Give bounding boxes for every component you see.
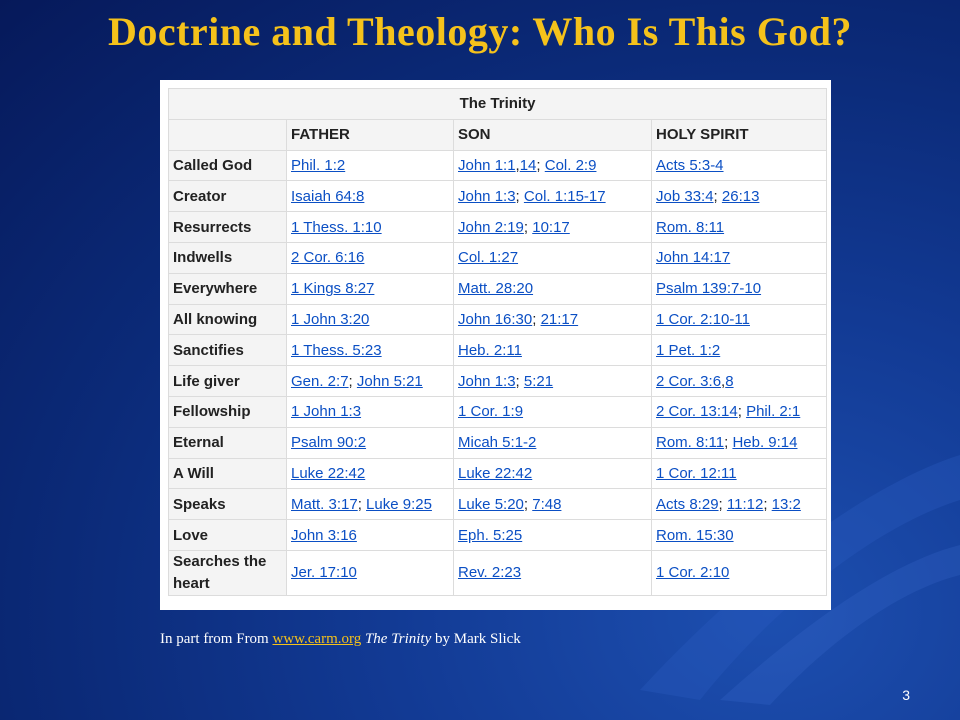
cell-holy-spirit <box>652 242 827 273</box>
cell-father <box>287 489 454 520</box>
row-label: Creator <box>169 181 287 212</box>
scripture-link[interactable]: 1 John 3:20 <box>291 310 370 328</box>
scripture-link[interactable]: John 1:3 <box>458 372 516 390</box>
scripture-link[interactable]: Job 33:4 <box>656 187 714 205</box>
cell-son <box>454 304 652 335</box>
cell-holy-spirit <box>652 366 827 397</box>
scripture-link[interactable]: Heb. 9:14 <box>732 434 798 452</box>
row-label: Searches the heart <box>169 550 287 595</box>
reference-separator: ; <box>515 372 524 390</box>
row-label: Fellowship <box>169 396 287 427</box>
table-row <box>169 396 827 427</box>
cell-son <box>454 366 652 397</box>
cell-holy-spirit <box>652 212 827 243</box>
scripture-link[interactable]: Rom. 15:30 <box>656 526 734 544</box>
header-blank <box>169 119 287 150</box>
cell-father <box>287 458 454 489</box>
scripture-link[interactable]: 26:13 <box>721 187 760 205</box>
table-row <box>169 273 827 304</box>
cell-father <box>287 181 454 212</box>
row-label: Resurrects <box>169 212 287 243</box>
scripture-link[interactable]: Luke 22:42 <box>291 464 366 482</box>
cell-holy-spirit <box>652 273 827 304</box>
scripture-link[interactable]: Phil. 1:2 <box>291 156 346 174</box>
cell-holy-spirit <box>652 520 827 551</box>
reference-separator: ; <box>532 310 541 328</box>
row-label: Sanctifies <box>169 335 287 366</box>
scripture-link[interactable]: 5:21 <box>523 372 554 390</box>
reference-separator: ; <box>357 495 367 513</box>
cell-son <box>454 273 652 304</box>
scripture-link[interactable]: 1 Cor. 2:10 <box>656 563 730 581</box>
table-row <box>169 550 827 595</box>
table-row <box>169 427 827 458</box>
scripture-link[interactable]: Acts 8:29 <box>656 495 719 513</box>
reference-separator: ; <box>724 434 733 452</box>
reference-separator: ; <box>348 372 357 390</box>
cell-father <box>287 273 454 304</box>
scripture-link[interactable]: Luke 9:25 <box>366 495 432 513</box>
credit-prefix: In part from From <box>160 631 273 647</box>
cell-son <box>454 550 652 595</box>
trinity-table-panel <box>160 80 831 610</box>
table-row <box>169 335 827 366</box>
cell-son <box>454 520 652 551</box>
reference-separator: ; <box>737 403 747 421</box>
scripture-link[interactable]: Matt. 28:20 <box>458 280 534 298</box>
source-credit <box>160 631 521 648</box>
scripture-link[interactable]: Luke 5:20 <box>458 495 524 513</box>
cell-son <box>454 458 652 489</box>
scripture-link[interactable]: Micah 5:1-2 <box>458 434 537 452</box>
table-row <box>169 242 827 273</box>
reference-separator: ; <box>713 187 722 205</box>
scripture-link[interactable]: John 2:19 <box>458 218 524 236</box>
cell-father <box>287 242 454 273</box>
cell-father <box>287 396 454 427</box>
credit-suffix: by Mark Slick <box>431 631 521 647</box>
header-row <box>169 119 827 150</box>
scripture-link[interactable]: 2 Cor. 6:16 <box>291 249 365 267</box>
scripture-link[interactable]: 2 Cor. 13:14 <box>656 403 738 421</box>
scripture-link[interactable]: 2 Cor. 3:6 <box>656 372 722 390</box>
table-row <box>169 150 827 181</box>
scripture-link[interactable]: Gen. 2:7 <box>291 372 349 390</box>
scripture-link[interactable]: 8 <box>725 372 734 390</box>
scripture-link[interactable]: 1 Cor. 2:10-11 <box>656 310 750 328</box>
scripture-link[interactable]: Psalm 90:2 <box>291 434 367 452</box>
trinity-table <box>168 88 827 596</box>
header-son: SON <box>454 119 652 150</box>
row-label: Speaks <box>169 489 287 520</box>
cell-holy-spirit <box>652 550 827 595</box>
reference-separator: ; <box>536 156 545 174</box>
scripture-link[interactable]: 1 Cor. 1:9 <box>458 403 524 421</box>
reference-separator: ; <box>763 495 772 513</box>
header-holy-spirit: HOLY SPIRIT <box>652 119 827 150</box>
reference-separator: ; <box>523 218 533 236</box>
credit-work-title: The Trinity <box>364 631 432 647</box>
scripture-link[interactable]: 1 John 1:3 <box>291 403 362 421</box>
reference-separator: , <box>721 372 726 390</box>
scripture-link[interactable]: Isaiah 64:8 <box>291 187 365 205</box>
reference-separator: ; <box>523 495 533 513</box>
cell-holy-spirit <box>652 150 827 181</box>
table-caption: The Trinity <box>169 89 827 120</box>
scripture-link[interactable]: Jer. 17:10 <box>291 563 357 581</box>
scripture-link[interactable]: 10:17 <box>532 218 570 236</box>
scripture-link[interactable]: Rom. 8:11 <box>656 434 725 452</box>
cell-son <box>454 150 652 181</box>
scripture-link[interactable]: Col. 2:9 <box>544 156 597 174</box>
scripture-link[interactable]: Psalm 139:7-10 <box>656 280 762 298</box>
cell-father <box>287 150 454 181</box>
scripture-link[interactable]: John 3:16 <box>291 526 357 544</box>
scripture-link[interactable]: Phil. 2:1 <box>746 403 801 421</box>
scripture-link[interactable]: 1 Cor. 12:11 <box>656 464 737 482</box>
scripture-link[interactable]: 1 Thess. 1:10 <box>291 218 382 236</box>
row-label: A Will <box>169 458 287 489</box>
scripture-link[interactable]: Heb. 2:11 <box>458 341 522 359</box>
cell-son <box>454 427 652 458</box>
cell-holy-spirit <box>652 181 827 212</box>
scripture-link[interactable]: 21:17 <box>540 310 579 328</box>
reference-separator: , <box>515 156 520 174</box>
cell-holy-spirit <box>652 427 827 458</box>
row-label: Indwells <box>169 242 287 273</box>
scripture-link[interactable]: Col. 1:27 <box>458 249 519 267</box>
table-row <box>169 366 827 397</box>
scripture-link[interactable]: 7:48 <box>532 495 562 513</box>
cell-father <box>287 427 454 458</box>
table-row <box>169 212 827 243</box>
table-row <box>169 520 827 551</box>
header-father: FATHER <box>287 119 454 150</box>
scripture-link[interactable]: Acts 5:3-4 <box>656 156 724 174</box>
reference-separator: ; <box>718 495 727 513</box>
scripture-link[interactable]: Matt. 3:17 <box>291 495 358 513</box>
scripture-link[interactable]: 14 <box>519 156 537 174</box>
table-row <box>169 304 827 335</box>
cell-holy-spirit <box>652 458 827 489</box>
cell-son <box>454 335 652 366</box>
cell-father <box>287 550 454 595</box>
cell-son <box>454 242 652 273</box>
cell-holy-spirit <box>652 396 827 427</box>
row-label: Love <box>169 520 287 551</box>
scripture-link[interactable]: 13:2 <box>771 495 801 513</box>
slide-title: Doctrine and Theology: Who Is This God? <box>107 9 853 54</box>
row-label: Eternal <box>169 427 287 458</box>
scripture-link[interactable]: John 1:1 <box>458 156 516 174</box>
scripture-link[interactable]: Col. 1:15-17 <box>523 187 606 205</box>
cell-father <box>287 304 454 335</box>
table-body <box>169 150 827 595</box>
scripture-link[interactable]: 1 Kings 8:27 <box>291 280 375 298</box>
cell-father <box>287 366 454 397</box>
cell-son <box>454 489 652 520</box>
scripture-link[interactable]: Rev. 2:23 <box>458 563 522 581</box>
scripture-link[interactable]: 1 Thess. 5:23 <box>291 341 382 359</box>
row-label: Life giver <box>169 366 287 397</box>
scripture-link[interactable]: John 1:3 <box>458 187 516 205</box>
cell-son <box>454 396 652 427</box>
cell-son <box>454 181 652 212</box>
scripture-link[interactable]: Luke 22:42 <box>458 464 533 482</box>
cell-son <box>454 212 652 243</box>
scripture-link[interactable]: 1 Pet. 1:2 <box>656 341 721 359</box>
slide-number: 3 <box>902 687 910 703</box>
scripture-link[interactable]: Rom. 8:11 <box>656 218 725 236</box>
cell-father <box>287 212 454 243</box>
cell-holy-spirit <box>652 304 827 335</box>
reference-separator: ; <box>515 187 524 205</box>
scripture-link[interactable]: Eph. 5:25 <box>458 526 523 544</box>
carm-link[interactable]: www.carm.org <box>272 631 362 647</box>
scripture-link[interactable]: John 5:21 <box>356 372 423 390</box>
scripture-link[interactable]: John 14:17 <box>656 249 731 267</box>
cell-father <box>287 520 454 551</box>
row-label: All knowing <box>169 304 287 335</box>
table-row <box>169 181 827 212</box>
table-row <box>169 458 827 489</box>
cell-holy-spirit <box>652 335 827 366</box>
cell-holy-spirit <box>652 489 827 520</box>
row-label: Called God <box>169 150 287 181</box>
cell-father <box>287 335 454 366</box>
scripture-link[interactable]: John 16:30 <box>458 310 533 328</box>
table-row <box>169 489 827 520</box>
scripture-link[interactable]: 11:12 <box>726 495 764 513</box>
row-label: Everywhere <box>169 273 287 304</box>
